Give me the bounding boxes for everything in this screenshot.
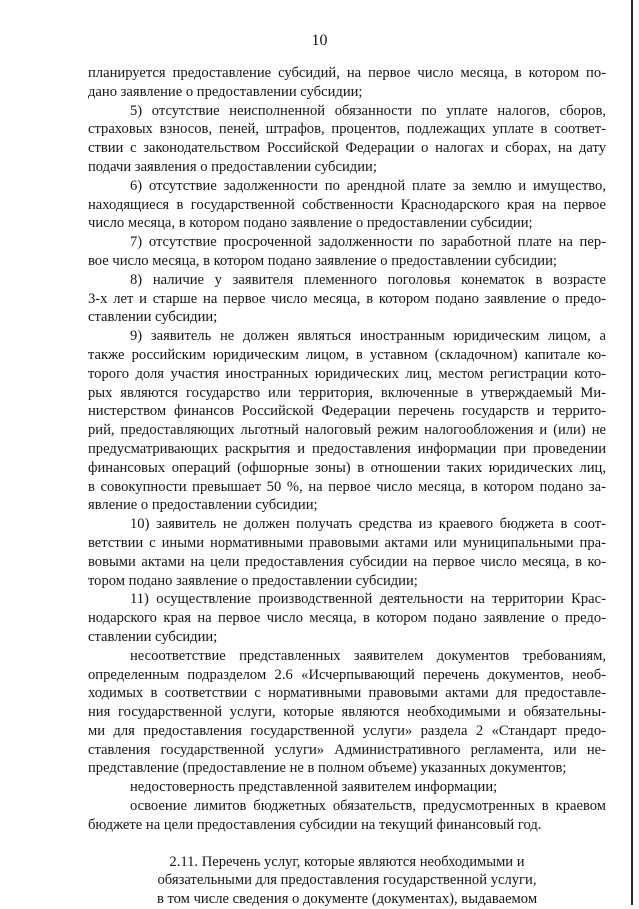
text-line: финансовых операций (офшорные зоны) в отношении таких юридических лиц, xyxy=(88,459,606,476)
text-line: находящиеся в государственной собственности Краснодарского края на первое xyxy=(88,196,606,213)
text-line: представление (предоставление не в полном объеме) указанных документов; xyxy=(88,760,567,777)
section-gap xyxy=(88,835,606,853)
text-line: 6) отсутствие задолженности по арендной плате за землю и имущество, xyxy=(130,177,606,194)
text-line: ставлении субсидии; xyxy=(88,628,218,645)
text-line: дано заявление о предоставлении субсидии; xyxy=(88,83,363,100)
text-line: освоение лимитов бюджетных обязательств, предусмотренных в краевом xyxy=(130,798,606,815)
text-line: 9) заявитель не должен являться иностранным юридическим лицом, а xyxy=(130,328,606,345)
text-line: 8) наличие у заявителя племенного поголовья конематок в возрасте xyxy=(130,271,606,288)
text-line: рий, предоставляющих льготный налоговый режим налогообложения и (или) не xyxy=(88,422,606,439)
text-line: ствии с законодательством Российской Федерации о налогах и сборах, на дату xyxy=(88,140,606,157)
text-line: вое число месяца, в котором подано заявление о предоставлении субсидии; xyxy=(88,252,557,269)
text-line: явление о предоставлении субсидии; xyxy=(88,497,318,514)
paragraphs xyxy=(88,64,606,835)
text-line: 11) осуществление производственной деятельности на территории Крас- xyxy=(130,591,606,608)
text-line: нодарского края на первое число месяца, в котором подано заявление о предо- xyxy=(88,610,606,627)
text-line: подачи заявления о предоставлении субсидии; xyxy=(88,158,377,175)
text-line: нистерством финансов Российской Федерации перечень государств и террито- xyxy=(88,403,606,420)
text-line: рых являются государство или территория, включенные в утверждаемый Ми- xyxy=(88,384,606,401)
text-line: ставления государственной услуги» Административного регламента, или не- xyxy=(88,741,606,758)
page-number: 10 xyxy=(311,32,328,49)
text-line: 10) заявитель не должен получать средства из краевого бюджета в соот- xyxy=(130,516,606,533)
text-line: также российским юридическим лицом, в уставном (складочном) капитале ко- xyxy=(88,346,606,363)
text-line: недостоверность представленной заявителем информации; xyxy=(130,779,498,796)
text-line: 3-х лет и старше на первое число месяца, в котором подано заявление о предо- xyxy=(88,290,606,307)
text-line: в совокупности превышает 50 %, на первое число месяца, в котором подано за- xyxy=(88,478,606,495)
text-line: несоответствие представленных заявителем документов требованиям, xyxy=(130,647,606,664)
text-line: ставлении субсидии; xyxy=(88,309,218,326)
text-line: тором подано заявление о предоставлении субсидии; xyxy=(88,572,418,589)
text-line: число месяца, в котором подано заявление о предоставлении субсидии; xyxy=(88,215,533,232)
text-line: ния государственной услуги, которые являются необходимыми и обязательны- xyxy=(88,704,606,721)
section-heading xyxy=(88,853,606,909)
text-line: ми для предоставления государственной услуги» раздела 2 «Стандарт предо- xyxy=(88,722,606,739)
text-line: ходимых в соответствии с нормативными правовыми актами для предоставле- xyxy=(88,685,606,702)
text-line: предусматривающих раскрытия и предоставления информации при проведении xyxy=(88,440,606,457)
text-line: вовыми актами на цели предоставления субсидии на первое число месяца, в ко- xyxy=(88,553,606,570)
text-line: бюджете на цели предоставления субсидии на текущий финансовый год. xyxy=(88,816,542,833)
text-line: ветствии с иными нормативными правовыми актами или муниципальными пра- xyxy=(88,534,606,551)
section-heading-line: в том числе сведения о документе (документах), выдаваемом xyxy=(156,891,538,908)
section-heading-line: 2.11. Перечень услуг, которые являются необходимыми и xyxy=(169,853,525,870)
body-text xyxy=(88,64,606,909)
text-line: 5) отсутствие неисполненной обязанности по уплате налогов, сборов, xyxy=(130,102,606,119)
text-line: планируется предоставление субсидий, на первое число месяца, в котором по- xyxy=(88,65,606,81)
scan-edge-line xyxy=(631,0,633,905)
text-line: определенным подразделом 2.6 «Исчерпывающий перечень документов, необ- xyxy=(88,666,606,683)
section-heading-line: обязательными для предоставления государственной услуги, xyxy=(157,872,537,889)
text-line: торого доля участия иностранных юридических лиц, местом регистрации кото- xyxy=(88,365,606,382)
text-line: страховых взносов, пеней, штрафов, процентов, подлежащих уплате в соответ- xyxy=(88,121,606,138)
text-line: 7) отсутствие просроченной задолженности по заработной плате на пер- xyxy=(130,234,606,251)
